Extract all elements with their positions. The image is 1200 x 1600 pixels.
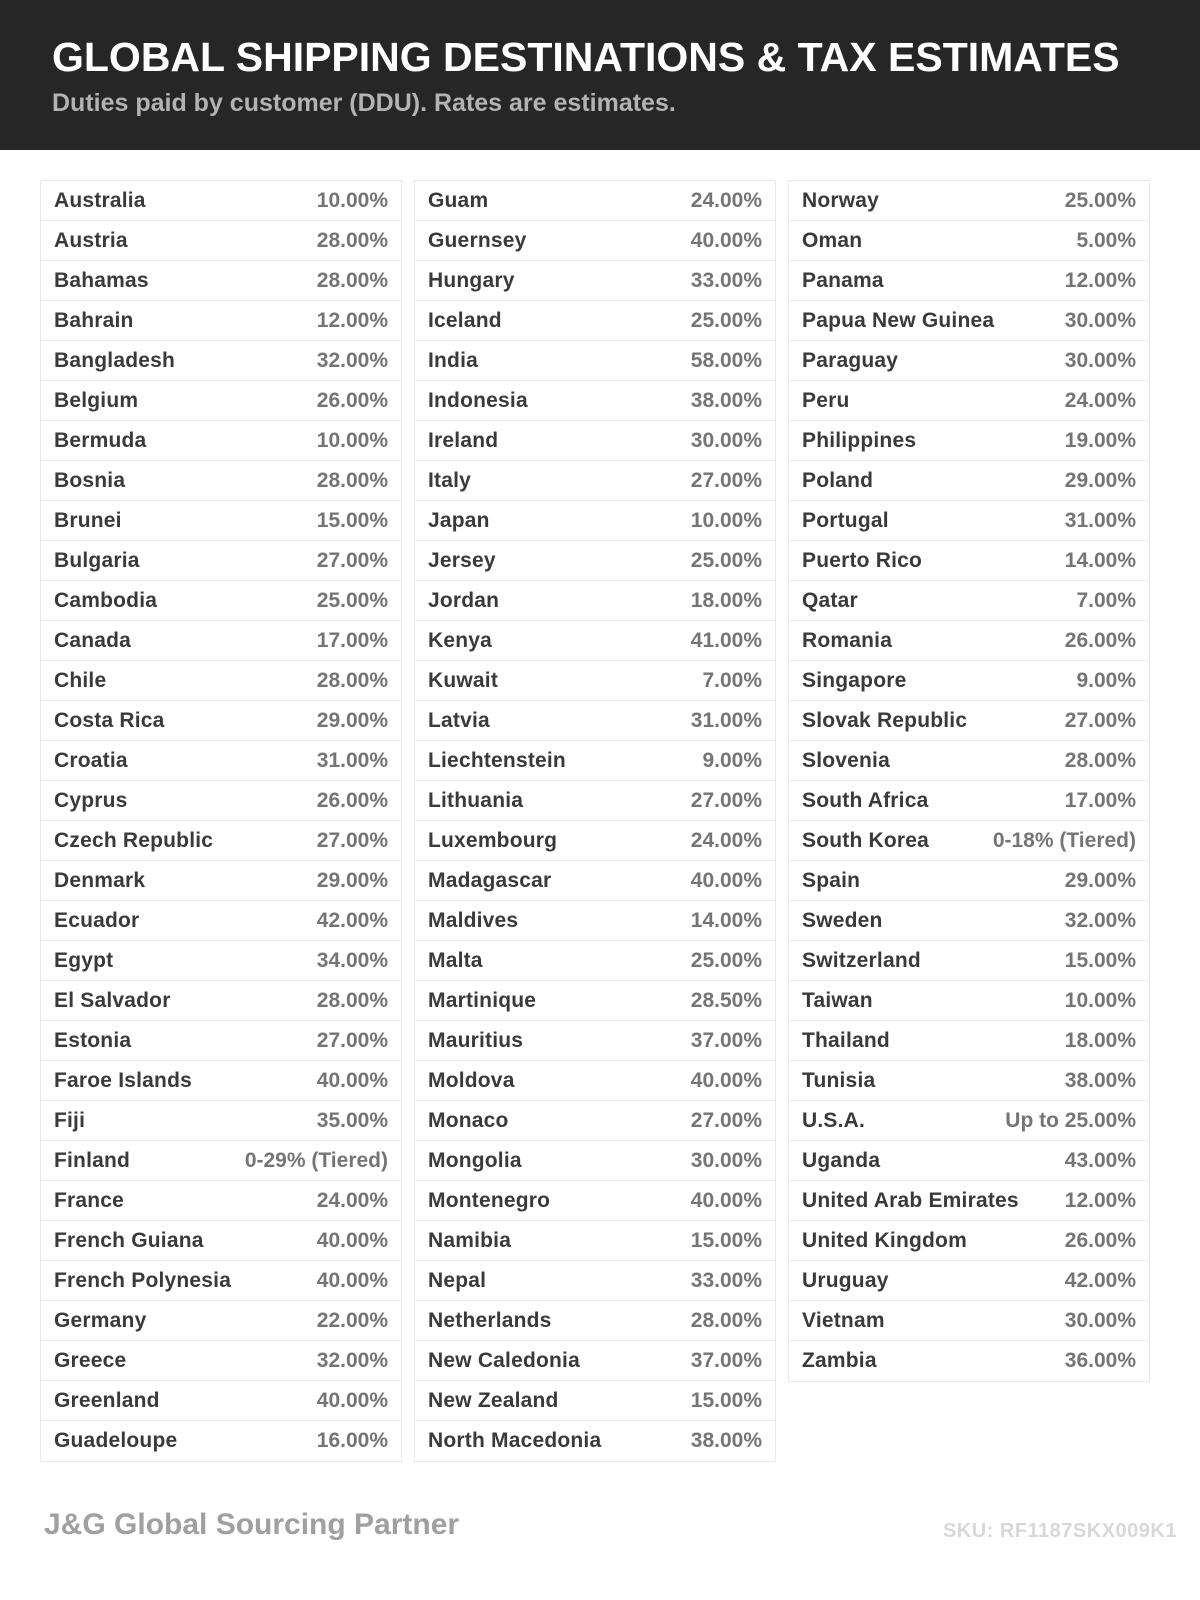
table-row [415,621,775,661]
tax-rate: 33.00% [690,1268,762,1292]
country-name: Hungary [428,268,515,292]
table-row [41,1141,401,1181]
country-name: New Zealand [428,1388,559,1412]
table-row [789,821,1149,861]
tax-rate: 31.00% [690,708,762,732]
tax-rate: 0-18% (Tiered) [992,828,1136,852]
tax-rate: 9.00% [1076,668,1136,692]
tax-rate: 42.00% [1064,1268,1136,1292]
tax-rate: 25.00% [690,948,762,972]
table-row [415,901,775,941]
tax-rate: 26.00% [1064,628,1136,652]
tax-rate: 15.00% [690,1388,762,1412]
tax-rate: 27.00% [316,828,388,852]
tax-rate: 15.00% [316,508,388,532]
tax-rate: 40.00% [690,228,762,252]
table-row [415,1301,775,1341]
table-row [789,1101,1149,1141]
tax-rate: 27.00% [1064,708,1136,732]
country-name: Portugal [802,508,889,532]
table-row [789,1181,1149,1221]
country-name: Maldives [428,908,519,932]
country-name: Nepal [428,1268,487,1292]
country-name: Japan [428,508,490,532]
table-row [415,741,775,781]
country-name: Czech Republic [54,828,214,852]
country-name: Philippines [802,428,917,452]
country-name: Guam [428,188,489,212]
country-name: Austria [54,228,128,252]
tax-rate: 29.00% [316,868,388,892]
country-name: Kenya [428,628,493,652]
table-row [41,261,401,301]
country-name: Bermuda [54,428,147,452]
tax-rate: 29.00% [316,708,388,732]
table-row [789,781,1149,821]
tax-rate: 32.00% [316,1348,388,1372]
tax-rate: 30.00% [690,428,762,452]
tax-rate: 31.00% [1064,508,1136,532]
country-name: Chile [54,668,107,692]
country-name: Moldova [428,1068,515,1092]
table-row [415,661,775,701]
tax-rate: 28.00% [316,988,388,1012]
tax-rate: 12.00% [1064,1188,1136,1212]
tax-rate: 40.00% [316,1268,388,1292]
tax-rate: 32.00% [316,348,388,372]
table-row [41,221,401,261]
table-row [789,1221,1149,1261]
tax-rate: 25.00% [1064,188,1136,212]
table-row [41,1181,401,1221]
country-name: Ecuador [54,908,140,932]
tax-rate: 38.00% [690,388,762,412]
table-row [789,461,1149,501]
table-row [415,1181,775,1221]
tax-rate: 16.00% [316,1429,388,1452]
tax-rate: 40.00% [316,1388,388,1412]
table-row [789,341,1149,381]
table-row [789,1021,1149,1061]
tax-rate: 38.00% [1064,1068,1136,1092]
country-name: Peru [802,388,850,412]
country-name: Jordan [428,588,500,612]
tax-rate: 40.00% [690,868,762,892]
table-row [41,301,401,341]
tax-rate: 43.00% [1064,1148,1136,1172]
table-row [41,181,401,221]
table-row [789,581,1149,621]
tax-rate: 28.00% [690,1308,762,1332]
country-name: Sweden [802,908,883,932]
country-name: Monaco [428,1108,509,1132]
tax-rate: 28.00% [316,268,388,292]
table-row [415,581,775,621]
table-row [789,261,1149,301]
country-name: Bosnia [54,468,126,492]
country-name: France [54,1188,125,1212]
tax-rate: 17.00% [316,628,388,652]
table-row [41,1061,401,1101]
country-name: Denmark [54,868,146,892]
table-row [415,421,775,461]
country-name: Slovak Republic [802,708,968,732]
country-name: Cyprus [54,788,128,812]
tax-rate: 10.00% [316,428,388,452]
country-name: Latvia [428,708,490,732]
country-name: Switzerland [802,948,921,972]
table-row [789,621,1149,661]
country-name: French Guiana [54,1228,204,1252]
country-name: Liechtenstein [428,748,566,772]
country-name: Estonia [54,1028,132,1052]
table-row [789,1341,1149,1381]
tax-rate: 30.00% [1064,308,1136,332]
page-title: GLOBAL SHIPPING DESTINATIONS & TAX ESTIMATES [52,34,1120,80]
table-row [789,301,1149,341]
country-name: United Arab Emirates [802,1188,1019,1212]
tax-rate: 27.00% [316,548,388,572]
table-row [415,501,775,541]
table-row [415,781,775,821]
tax-rate: 26.00% [316,788,388,812]
table-row [41,781,401,821]
table-row [415,341,775,381]
table-row [415,1421,775,1461]
country-name: Qatar [802,588,858,612]
table-row [415,221,775,261]
tax-rate: 27.00% [690,788,762,812]
country-name: Ireland [428,428,499,452]
table-row [41,901,401,941]
country-name: Iceland [428,308,502,332]
country-name: Mauritius [428,1028,524,1052]
tax-rate: 7.00% [1076,588,1136,612]
table-row [415,1021,775,1061]
table-row [41,821,401,861]
country-name: Greenland [54,1388,160,1412]
country-name: Bahamas [54,268,149,292]
country-name: Greece [54,1348,127,1372]
table-row [415,1061,775,1101]
tax-rate: 28.00% [316,668,388,692]
table-row [41,341,401,381]
tax-rate: 37.00% [690,1348,762,1372]
tax-rate: 12.00% [316,308,388,332]
country-name: Australia [54,188,146,212]
tax-rate: 58.00% [690,348,762,372]
tax-rate: 38.00% [690,1429,762,1452]
table-row [41,701,401,741]
tax-rate: 25.00% [316,588,388,612]
table-row [415,541,775,581]
country-name: Egypt [54,948,114,972]
tax-rate: 25.00% [690,308,762,332]
country-name: Slovenia [802,748,890,772]
table-row [41,861,401,901]
tax-rate: 31.00% [316,748,388,772]
country-name: Tunisia [802,1068,876,1092]
table-row [789,501,1149,541]
brand-name: J&G Global Sourcing Partner [44,1508,460,1541]
tax-rate: 30.00% [690,1148,762,1172]
sku-label: SKU: RF1187SKX009K1 [942,1520,1177,1542]
table-row [415,1261,775,1301]
table-row [789,941,1149,981]
country-name: South Korea [802,828,930,852]
tax-rate: 24.00% [316,1188,388,1212]
table-row [41,661,401,701]
table-row [41,541,401,581]
tax-rate: 27.00% [690,468,762,492]
country-name: Croatia [54,748,128,772]
table-row [415,1101,775,1141]
country-name: Uganda [802,1148,881,1172]
country-name: Brunei [54,508,122,532]
country-name: Uruguay [802,1268,889,1292]
table-column-1 [40,180,402,1462]
country-name: U.S.A. [802,1108,866,1132]
table-row [789,421,1149,461]
tax-rate: 15.00% [1064,948,1136,972]
tax-rate: 25.00% [690,548,762,572]
tax-rate: 40.00% [316,1228,388,1252]
tax-rate: 5.00% [1076,228,1136,252]
table-row [41,981,401,1021]
table-row [789,1301,1149,1341]
country-name: Taiwan [802,988,873,1012]
tax-rate: 33.00% [690,268,762,292]
country-name: Bangladesh [54,348,176,372]
table-row [789,221,1149,261]
tax-rate: 30.00% [1064,348,1136,372]
country-name: North Macedonia [428,1429,602,1452]
country-name: Germany [54,1308,147,1332]
country-name: Bulgaria [54,548,140,572]
table-row [789,541,1149,581]
tax-rate: 14.00% [1064,548,1136,572]
tax-rate: 27.00% [690,1108,762,1132]
country-name: Spain [802,868,861,892]
country-name: Mongolia [428,1148,522,1172]
tax-rate: 12.00% [1064,268,1136,292]
table-row [41,1341,401,1381]
tax-rate: 0-29% (Tiered) [244,1148,388,1172]
tax-rate: 15.00% [690,1228,762,1252]
country-name: Cambodia [54,588,158,612]
tax-rate: 28.50% [690,988,762,1012]
table-row [415,261,775,301]
country-name: Singapore [802,668,907,692]
table-column-3 [788,180,1150,1382]
country-name: Italy [428,468,472,492]
table-row [415,181,775,221]
country-name: Malta [428,948,483,972]
table-row [789,181,1149,221]
country-name: Paraguay [802,348,899,372]
tax-rate: 42.00% [316,908,388,932]
country-name: Netherlands [428,1308,552,1332]
table-row [415,1341,775,1381]
country-name: Norway [802,188,880,212]
tax-rate: 40.00% [316,1068,388,1092]
tax-rate: 29.00% [1064,868,1136,892]
table-row [41,1221,401,1261]
country-name: Indonesia [428,388,528,412]
country-name: India [428,348,479,372]
tax-rate: 7.00% [702,668,762,692]
tax-rate: 18.00% [1064,1028,1136,1052]
table-row [415,1141,775,1181]
tax-rate: 26.00% [316,388,388,412]
tax-rate: 36.00% [1064,1349,1136,1372]
table-row [789,741,1149,781]
tax-rate: 22.00% [316,1308,388,1332]
tax-rate: 19.00% [1064,428,1136,452]
country-name: New Caledonia [428,1348,580,1372]
country-name: Panama [802,268,884,292]
country-name: Oman [802,228,863,252]
tax-rate: 10.00% [316,188,388,212]
table-row [415,301,775,341]
table-row [415,821,775,861]
country-name: Canada [54,628,132,652]
country-name: Thailand [802,1028,890,1052]
tax-rate: 29.00% [1064,468,1136,492]
table-row [41,1261,401,1301]
tax-rate: 24.00% [1064,388,1136,412]
table-row [41,1101,401,1141]
tax-rate: 32.00% [1064,908,1136,932]
table-row [789,1261,1149,1301]
table-row [41,381,401,421]
tax-rate: 28.00% [316,468,388,492]
tax-rate: 41.00% [690,628,762,652]
table-row [789,661,1149,701]
country-name: Luxembourg [428,828,558,852]
country-name: French Polynesia [54,1268,232,1292]
country-name: Montenegro [428,1188,551,1212]
tax-rate: 17.00% [1064,788,1136,812]
country-name: South Africa [802,788,929,812]
table-row [41,581,401,621]
table-row [415,461,775,501]
header [0,0,1200,150]
page-subtitle: Duties paid by customer (DDU). Rates are estimates. [52,89,676,118]
table-row [41,1301,401,1341]
country-name: Kuwait [428,668,499,692]
country-name: United Kingdom [802,1228,967,1252]
tax-rate: 28.00% [1064,748,1136,772]
tax-rate: 35.00% [316,1108,388,1132]
table-row [41,941,401,981]
tax-rate: 40.00% [690,1068,762,1092]
country-name: El Salvador [54,988,171,1012]
table-row [789,1061,1149,1101]
country-name: Belgium [54,388,139,412]
tax-rate: 30.00% [1064,1308,1136,1332]
table-row [41,461,401,501]
table-row [789,901,1149,941]
country-name: Costa Rica [54,708,165,732]
table-row [789,981,1149,1021]
table-row [41,1381,401,1421]
table-row [789,1141,1149,1181]
table-row [415,701,775,741]
table-column-2 [414,180,776,1462]
country-name: Lithuania [428,788,524,812]
table-row [789,861,1149,901]
table-row [41,421,401,461]
tax-rate: Up to 25.00% [1005,1108,1136,1132]
table-row [415,381,775,421]
tax-rate: 34.00% [316,948,388,972]
tax-rate: 24.00% [690,828,762,852]
country-name: Jersey [428,548,496,572]
country-name: Faroe Islands [54,1068,192,1092]
tax-rate: 10.00% [1064,988,1136,1012]
tax-rate: 40.00% [690,1188,762,1212]
country-name: Vietnam [802,1308,885,1332]
country-name: Madagascar [428,868,552,892]
tax-rate: 9.00% [702,748,762,772]
country-name: Fiji [54,1108,86,1132]
country-name: Papua New Guinea [802,308,995,332]
tax-rate: 27.00% [316,1028,388,1052]
country-name: Martinique [428,988,537,1012]
table-row [41,621,401,661]
tax-rate: 37.00% [690,1028,762,1052]
country-name: Finland [54,1148,131,1172]
tax-rate: 10.00% [690,508,762,532]
table-row [41,741,401,781]
table-row [415,1221,775,1261]
tax-rate: 14.00% [690,908,762,932]
tax-rate: 26.00% [1064,1228,1136,1252]
tax-rate: 18.00% [690,588,762,612]
country-name: Guernsey [428,228,527,252]
table-row [41,1421,401,1461]
tax-rate: 24.00% [690,188,762,212]
table-row [415,861,775,901]
table-row [41,1021,401,1061]
table-row [415,981,775,1021]
table-row [789,381,1149,421]
country-name: Namibia [428,1228,512,1252]
country-name: Zambia [802,1349,877,1372]
table-row [41,501,401,541]
country-name: Guadeloupe [54,1429,178,1452]
table-row [789,701,1149,741]
tax-rate: 28.00% [316,228,388,252]
table-row [415,1381,775,1421]
country-name: Puerto Rico [802,548,923,572]
country-name: Poland [802,468,874,492]
tax-table [40,180,1150,1462]
country-name: Romania [802,628,893,652]
country-name: Bahrain [54,308,134,332]
table-row [415,941,775,981]
